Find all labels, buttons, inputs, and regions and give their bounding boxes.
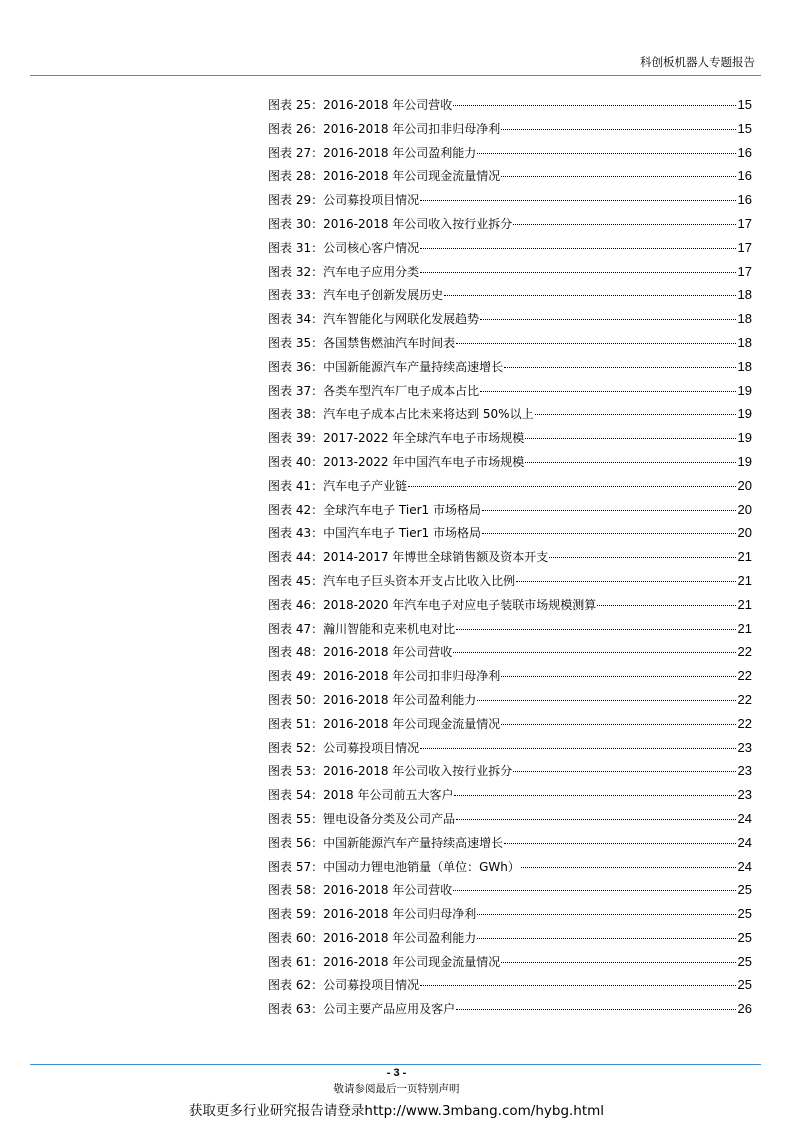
toc-entry-page: 25 xyxy=(737,953,752,969)
toc-entry-label: 图表 34：汽车智能化与网联化发展趋势 xyxy=(268,312,480,327)
toc-entry-label: 图表 56：中国新能源汽车产量持续高速增长 xyxy=(268,835,504,850)
toc-dot-leader xyxy=(501,176,735,177)
toc-entry[interactable] xyxy=(268,617,752,641)
toc-entry-page: 22 xyxy=(737,668,752,684)
toc-dot-leader xyxy=(535,414,736,415)
toc-dot-leader xyxy=(456,629,735,630)
toc-entry-label: 图表 36：中国新能源汽车产量持续高速增长 xyxy=(268,359,504,374)
toc-entry-label: 图表 31：公司核心客户情况 xyxy=(268,240,420,255)
toc-entry[interactable] xyxy=(268,688,752,712)
toc-entry-label: 图表 29：公司募投项目情况 xyxy=(268,193,420,208)
toc-entry-page: 25 xyxy=(737,882,752,898)
toc-dot-leader xyxy=(504,367,735,368)
report-title: 科创板机器人专题报告 xyxy=(640,55,755,69)
toc-dot-leader xyxy=(456,819,735,820)
toc-dot-leader xyxy=(453,652,735,653)
toc-entry-label: 图表 55：锂电设备分类及公司产品 xyxy=(268,811,456,826)
disclaimer-text: 敬请参阅最后一页特别声明 xyxy=(333,1083,460,1095)
toc-entry-page: 22 xyxy=(737,644,752,660)
toc-entry-label: 图表 46：2018-2020 年汽车电子对应电子装联市场规模测算 xyxy=(268,597,597,612)
toc-entry-label: 图表 63：公司主要产品应用及客户 xyxy=(268,1002,456,1017)
toc-entry[interactable] xyxy=(268,474,752,498)
toc-dot-leader xyxy=(477,700,735,701)
toc-entry[interactable] xyxy=(268,545,752,569)
toc-entry-page: 18 xyxy=(737,334,752,350)
toc-entry-page: 16 xyxy=(737,168,752,184)
toc-dot-leader xyxy=(420,985,735,986)
toc-entry[interactable] xyxy=(268,736,752,760)
toc-entry-label: 图表 53：2016-2018 年公司收入按行业拆分 xyxy=(268,764,513,779)
toc-entry-page: 15 xyxy=(737,97,752,112)
toc-entry[interactable] xyxy=(268,593,752,617)
toc-entry-page: 19 xyxy=(737,406,752,422)
toc-entry-label: 图表 27：2016-2018 年公司盈利能力 xyxy=(268,145,477,160)
toc-entry-label: 图表 32：汽车电子应用分类 xyxy=(268,264,420,279)
toc-entry-label: 图表 60：2016-2018 年公司盈利能力 xyxy=(268,930,477,945)
toc-dot-leader xyxy=(420,200,735,201)
toc-dot-leader xyxy=(477,914,735,915)
toc-entry-label: 图表 57：中国动力锂电池销量（单位：GWh） xyxy=(268,859,520,874)
toc-dot-leader xyxy=(456,343,735,344)
toc-dot-leader xyxy=(525,462,735,463)
toc-entry-label: 图表 61：2016-2018 年公司现金流量情况 xyxy=(268,954,501,969)
page-number: - 3 - xyxy=(386,1067,407,1079)
toc-entry[interactable] xyxy=(268,402,752,426)
toc-entry[interactable] xyxy=(268,236,752,260)
toc-entry-page: 18 xyxy=(737,287,752,303)
toc-entry-page: 25 xyxy=(737,906,752,922)
toc-entry-page: 20 xyxy=(737,525,752,541)
toc-entry-page: 23 xyxy=(737,739,752,755)
toc-entry[interactable] xyxy=(268,521,752,545)
toc-dot-leader xyxy=(420,272,735,273)
toc-entry-page: 19 xyxy=(737,430,752,446)
toc-dot-leader xyxy=(501,129,735,130)
toc-dot-leader xyxy=(480,391,735,392)
toc-dot-leader xyxy=(420,248,735,249)
toc-dot-leader xyxy=(549,557,735,558)
toc-entry-page: 16 xyxy=(737,192,752,208)
toc-entry-page: 23 xyxy=(737,763,752,779)
toc-entry-label: 图表 25：2016-2018 年公司营收 xyxy=(268,98,453,112)
toc-entry-label: 图表 59：2016-2018 年公司归母净利 xyxy=(268,907,477,922)
toc-dot-leader xyxy=(477,153,735,154)
toc-entry-page: 23 xyxy=(737,787,752,803)
toc-entry-page: 21 xyxy=(737,596,752,612)
toc-entry-label: 图表 45：汽车电子巨头资本开支占比收入比例 xyxy=(268,573,516,588)
toc-entry-label: 图表 42：全球汽车电子 Tier1 市场格局 xyxy=(268,502,481,517)
toc-entry-page: 21 xyxy=(737,572,752,588)
toc-entry[interactable] xyxy=(268,997,752,1021)
toc-entry-page: 21 xyxy=(737,549,752,565)
toc-entry-page: 25 xyxy=(737,977,752,993)
toc-dot-leader xyxy=(513,224,735,225)
toc-entry-page: 20 xyxy=(737,477,752,493)
toc-entry[interactable] xyxy=(268,783,752,807)
toc-entry[interactable] xyxy=(268,831,752,855)
toc-dot-leader xyxy=(513,771,735,772)
toc-entry-label: 图表 62：公司募投项目情况 xyxy=(268,978,420,993)
toc-entry-label: 图表 37：各类车型汽车厂电子成本占比 xyxy=(268,383,480,398)
toc-dot-leader xyxy=(477,938,735,939)
footer-divider xyxy=(30,1064,761,1065)
toc-entry-label: 图表 50：2016-2018 年公司盈利能力 xyxy=(268,692,477,707)
toc-entry-page: 21 xyxy=(737,620,752,636)
toc-entry-page: 24 xyxy=(737,810,752,826)
toc-dot-leader xyxy=(453,105,735,106)
toc-entry[interactable] xyxy=(268,973,752,997)
toc-entry[interactable] xyxy=(268,141,752,165)
toc-entry-label: 图表 49：2016-2018 年公司扣非归母净利 xyxy=(268,669,501,684)
toc-entry-page: 18 xyxy=(737,358,752,374)
toc-entry-page: 20 xyxy=(737,501,752,517)
toc-entry[interactable] xyxy=(268,878,752,902)
toc-entry-label: 图表 40：2013-2022 年中国汽车电子市场规模 xyxy=(268,454,525,469)
toc-entry[interactable] xyxy=(268,498,752,522)
toc-entry-page: 17 xyxy=(737,239,752,255)
toc-entry-page: 17 xyxy=(737,263,752,279)
toc-dot-leader xyxy=(501,962,735,963)
toc-dot-leader xyxy=(482,510,736,511)
toc-dot-leader xyxy=(521,867,736,868)
toc-entry-page: 25 xyxy=(737,929,752,945)
toc-dot-leader xyxy=(420,748,735,749)
toc-entry[interactable] xyxy=(268,640,752,664)
toc-entry[interactable] xyxy=(268,260,752,284)
toc-entry-page: 24 xyxy=(737,858,752,874)
toc-entry-label: 图表 54：2018 年公司前五大客户 xyxy=(268,788,454,803)
toc-entry-label: 图表 47：瀚川智能和克来机电对比 xyxy=(268,621,456,636)
toc-entry-label: 图表 44：2014-2017 年博世全球销售额及资本开支 xyxy=(268,550,549,565)
toc-entry[interactable] xyxy=(268,164,752,188)
toc-entry-label: 图表 28：2016-2018 年公司现金流量情况 xyxy=(268,169,501,184)
toc-entry[interactable] xyxy=(268,212,752,236)
toc-entry-label: 图表 33：汽车电子创新发展历史 xyxy=(268,288,444,303)
toc-dot-leader xyxy=(482,533,736,534)
toc-entry[interactable] xyxy=(268,93,752,117)
toc-dot-leader xyxy=(504,843,735,844)
toc-entry[interactable] xyxy=(268,664,752,688)
toc-entry[interactable] xyxy=(268,569,752,593)
promo-link-text[interactable]: 获取更多行业研究报告请登录http://www.3mbang.com/hybg.html xyxy=(188,1103,605,1119)
toc-entry-label: 图表 48：2016-2018 年公司营收 xyxy=(268,645,453,660)
toc-entry-page: 18 xyxy=(737,311,752,327)
toc-entry-label: 图表 38：汽车电子成本占比未来将达到 50%以上 xyxy=(268,407,534,422)
toc-entry[interactable] xyxy=(268,379,752,403)
toc-dot-leader xyxy=(597,605,735,606)
toc-dot-leader xyxy=(408,486,735,487)
toc-entry-label: 图表 52：公司募投项目情况 xyxy=(268,740,420,755)
toc-dot-leader xyxy=(501,676,735,677)
toc-entry[interactable] xyxy=(268,926,752,950)
toc-entry[interactable] xyxy=(268,117,752,141)
toc-entry[interactable] xyxy=(268,712,752,736)
toc-entry[interactable] xyxy=(268,450,752,474)
toc-entry-page: 19 xyxy=(737,453,752,469)
toc-entry[interactable] xyxy=(268,283,752,307)
toc-dot-leader xyxy=(444,295,735,296)
toc-entry[interactable] xyxy=(268,950,752,974)
table-of-figures xyxy=(268,93,752,1021)
toc-entry[interactable] xyxy=(268,188,752,212)
toc-entry[interactable] xyxy=(268,331,752,355)
toc-entry[interactable] xyxy=(268,426,752,450)
toc-entry-label: 图表 39：2017-2022 年全球汽车电子市场规模 xyxy=(268,431,525,446)
toc-entry-label: 图表 26：2016-2018 年公司扣非归母净利 xyxy=(268,121,501,136)
toc-entry-label: 图表 41：汽车电子产业链 xyxy=(268,478,408,493)
toc-entry[interactable] xyxy=(268,355,752,379)
toc-entry[interactable] xyxy=(268,307,752,331)
toc-dot-leader xyxy=(480,319,735,320)
toc-entry-page: 19 xyxy=(737,382,752,398)
toc-dot-leader xyxy=(453,890,735,891)
toc-entry[interactable] xyxy=(268,759,752,783)
toc-dot-leader xyxy=(456,1009,735,1010)
toc-entry-label: 图表 51：2016-2018 年公司现金流量情况 xyxy=(268,716,501,731)
toc-entry-label: 图表 43：中国汽车电子 Tier1 市场格局 xyxy=(268,526,481,541)
header-divider xyxy=(30,75,761,76)
toc-entry-page: 24 xyxy=(737,834,752,850)
toc-entry-page: 26 xyxy=(737,1001,752,1017)
toc-dot-leader xyxy=(525,438,735,439)
toc-entry[interactable] xyxy=(268,902,752,926)
toc-entry[interactable] xyxy=(268,855,752,879)
toc-dot-leader xyxy=(501,724,735,725)
toc-entry-label: 图表 58：2016-2018 年公司营收 xyxy=(268,883,453,898)
toc-entry-label: 图表 30：2016-2018 年公司收入按行业拆分 xyxy=(268,216,513,231)
toc-entry-page: 16 xyxy=(737,144,752,160)
toc-entry-label: 图表 35：各国禁售燃油汽车时间表 xyxy=(268,335,456,350)
toc-dot-leader xyxy=(516,581,735,582)
toc-entry[interactable] xyxy=(268,807,752,831)
toc-entry-page: 22 xyxy=(737,715,752,731)
toc-entry-page: 22 xyxy=(737,691,752,707)
toc-entry-page: 17 xyxy=(737,215,752,231)
toc-entry-page: 15 xyxy=(737,120,752,136)
toc-dot-leader xyxy=(454,795,735,796)
